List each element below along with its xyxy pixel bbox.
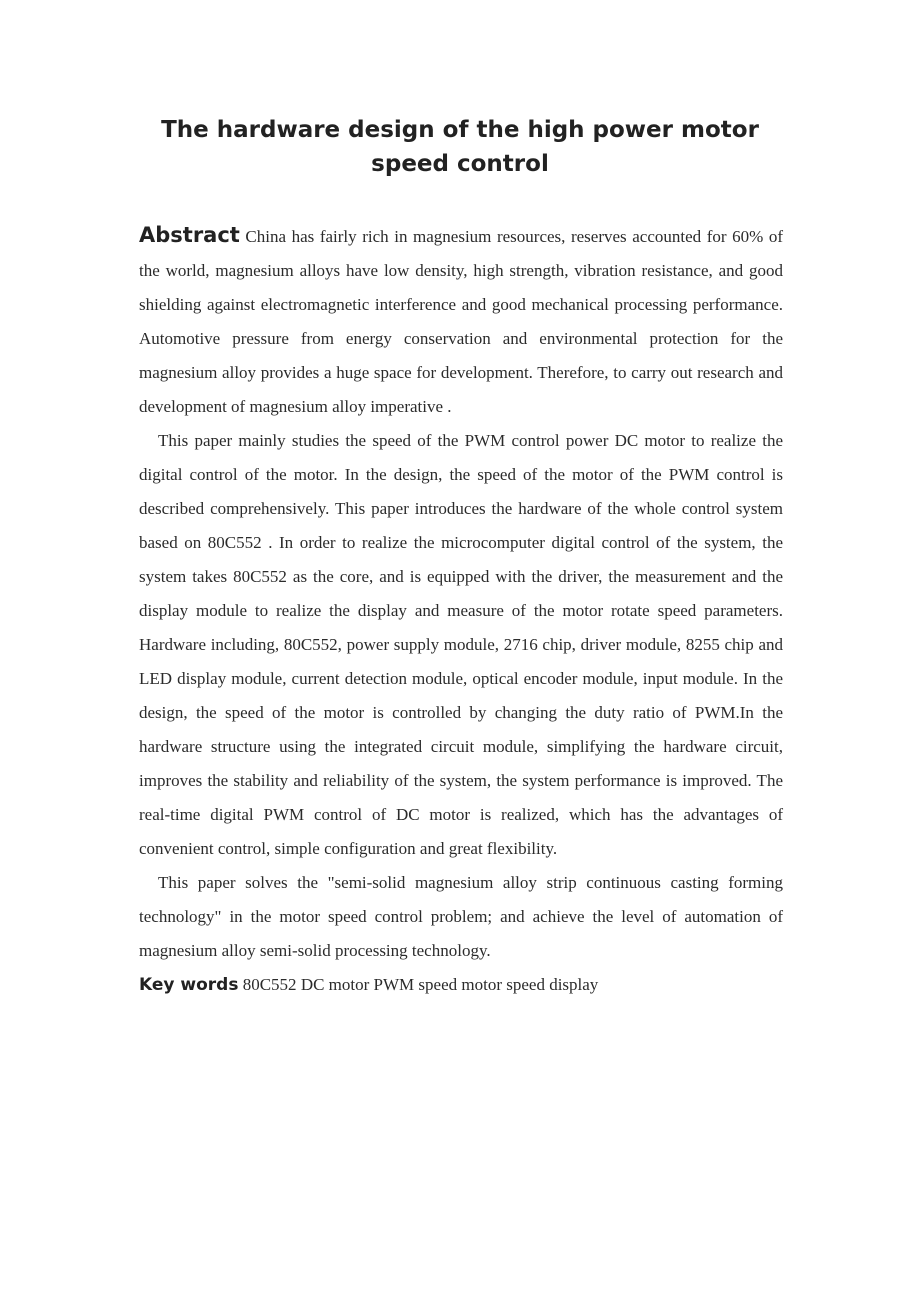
abstract-paragraph-2: This paper mainly studies the speed of the PWM control power DC motor to realize the digital control of the motor. In the design, the speed of the motor of the PWM control is described comprehensively. This paper introduces the hardware of the whole control system based on 80C552 . In order to realize the microcomputer digital control of the system, the system takes 80C552 as the core, and is equipped with the driver, the measurement and the display module to realize the display and measure of the motor rotate speed parameters. Hardware including, 80C552, power supply module, 2716 chip, driver module, 8255 chip and LED display module, current detection module, optical encoder module, input module. In the design, the speed of the motor is controlled by changing the duty ratio of PWM.In the hardware structure using the integrated circuit module, simplifying the hardware circuit, improves the stability and reliability of the system, the system performance is improved. The real-time digital PWM control of DC motor is realized, which has the advantages of convenient control, simple configuration and great flexibility. bbox=[139, 431, 783, 858]
keyword-item: DC motor bbox=[300, 975, 370, 994]
keywords-line bbox=[139, 968, 783, 1002]
keyword-item: PWM speed motor bbox=[373, 975, 502, 994]
keyword-item: 80C552 bbox=[242, 975, 297, 994]
abstract-label: Abstract bbox=[139, 223, 240, 247]
keyword-item: speed display bbox=[506, 975, 599, 994]
keywords-label: Key words bbox=[139, 975, 239, 995]
abstract-paragraph-1 bbox=[139, 218, 783, 424]
abstract-paragraph-1-text: China has fairly rich in magnesium resources, reserves accounted for 60% of the world, magnesium alloys have low density, high strength, vibration resistance, and good shielding against electromagnetic interference and good mechanical processing performance. Automotive pressure from energy conservation and environmental protection for the magnesium alloy provides a huge space for development. Therefore, to carry out research and development of magnesium alloy imperative . bbox=[139, 227, 784, 416]
abstract-paragraph-3: This paper solves the "semi-solid magnesium alloy strip continuous casting forming technology" in the motor speed control problem; and achieve the level of automation of magnesium alloy semi-solid processing technology. bbox=[139, 873, 783, 960]
abstract-section bbox=[139, 218, 783, 1002]
paper-title: The hardware design of the high power motor speed control bbox=[161, 117, 759, 177]
